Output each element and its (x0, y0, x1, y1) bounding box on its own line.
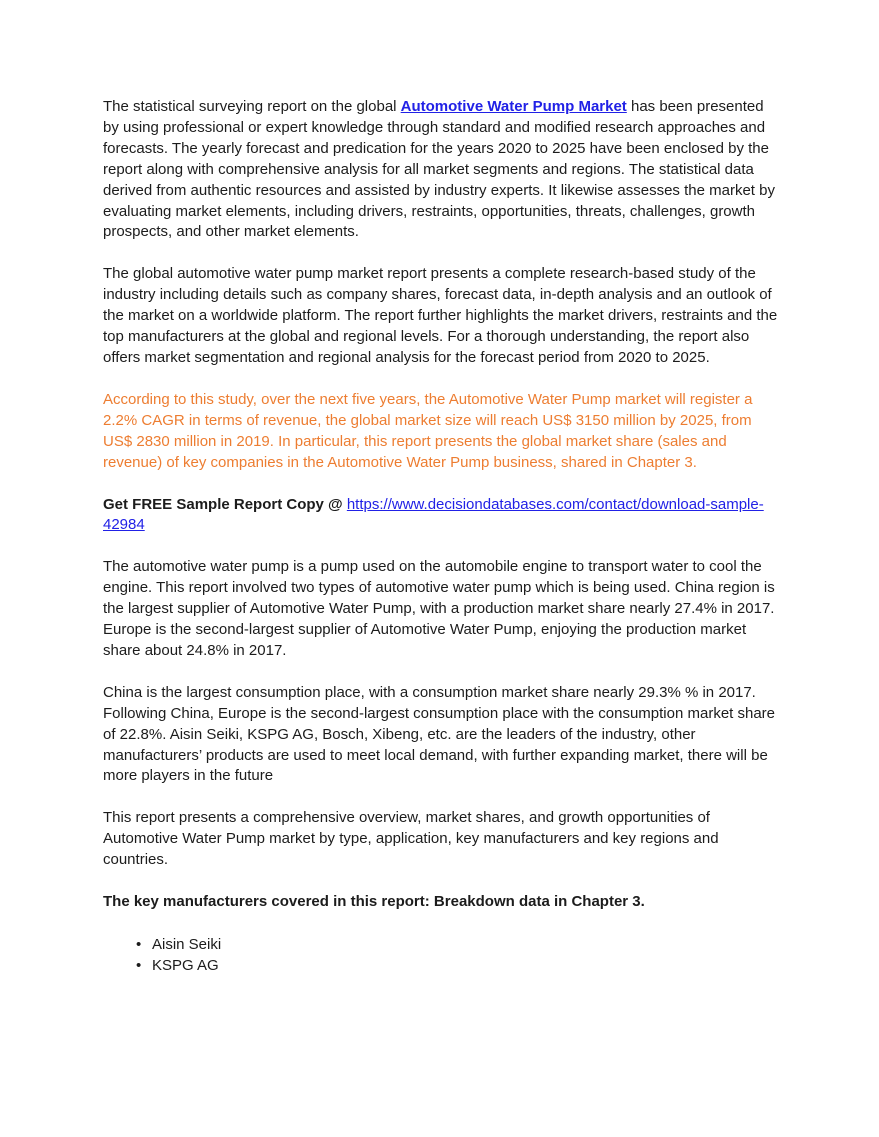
production-share-paragraph (103, 557, 779, 662)
list-item: • Aisin Seiki (136, 934, 779, 955)
consumption-share-paragraph (103, 683, 779, 788)
text-run: The automotive water pump is a pump used on the automobile engine to transport water to cool the engine. This report involved two types of automotive water pump which is being used. China region is the largest supplier of Automotive Water Pump, with a production market share nearly 27.4% in 2017. Europe is the second-largest supplier of Automotive Water Pump, enjoying the production market share about 24.8% in 2017. (103, 558, 775, 659)
text-run: The statistical surveying report on the global (103, 98, 401, 115)
sample-report-paragraph (103, 495, 779, 537)
sample-download-link[interactable]: https://www.decisiondatabases.com/contact/download-sample-42984 (103, 495, 764, 534)
text-run: According to this study, over the next five years, the Automotive Water Pump market will register a 2.2% CAGR in terms of revenue, the global market size will reach US$ 3150 million by 2025, from US$ 2830 million in 2019. In particular, this report presents the global market share (sales and revenue) of key companies in the Automotive Water Pump business, shared in Chapter 3. (103, 390, 753, 471)
text-run: China is the largest consumption place, with a consumption market share nearly 29.3% % in 2017. Following China, Europe is the second-largest consumption place with the consumption market share of 22.8%. Aisin Seiki, KSPG AG, Bosch, Xibeng, etc. are the leaders of the industry, other manufacturers’ products are used to meet local demand, with further expanding market, there will be more players in the future (103, 683, 776, 785)
cagr-forecast-paragraph (103, 390, 779, 474)
key-manufacturers-heading (103, 892, 779, 913)
text-run: The global automotive water pump market report presents a complete research-based study of the industry including details such as company shares, forecast data, in-depth analysis and an outlook of the market on a worldwide platform. The report further highlights the market drivers, restraints and the top manufacturers at the global and regional levels. For a thorough understanding, the report also offers market segmentation and regional analysis for the forecast period from 2020 to 2025. (103, 265, 778, 366)
report-scope-paragraph (103, 808, 779, 871)
overview-paragraph (103, 264, 779, 369)
manufacturers-list (103, 934, 779, 976)
text-run: This report presents a comprehensive overview, market shares, and growth opportunities of Automotive Water Pump market by type, application, key manufacturers and key regions and countries. (103, 809, 719, 869)
text-run: The key manufacturers covered in this report: Breakdown data in Chapter 3. (103, 893, 645, 911)
list-item: • KSPG AG (136, 955, 779, 976)
document-body (103, 97, 779, 997)
automotive-water-pump-market-link[interactable]: Automotive Water Pump Market (400, 98, 627, 115)
text-run: has been presented by using professional or expert knowledge through standard and modified research approaches and forecasts. The yearly forecast and predication for the years 2020 to 2025 have been enclosed by the report along with comprehensive analysis for all market segments and regions. The statistical data derived from authentic resources and assisted by industry experts. It likewise assesses the market by evaluating market elements, including drivers, restraints, opportunities, threats, challenges, growth prospects, and other market elements. (103, 98, 775, 241)
intro-paragraph (103, 97, 779, 243)
text-run: Get FREE Sample Report Copy @ (103, 495, 347, 513)
